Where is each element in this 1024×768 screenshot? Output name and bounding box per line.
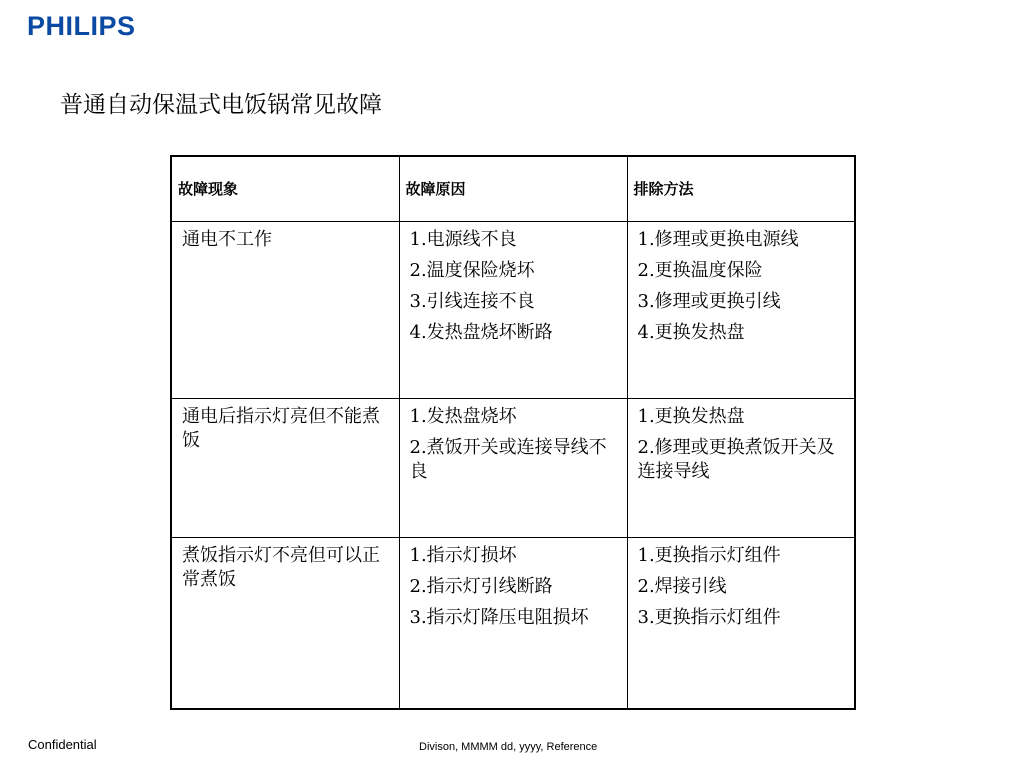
symptom-cell xyxy=(171,222,399,399)
footer-confidential: Confidential xyxy=(28,737,97,752)
remedy-item: 1.更换指示灯组件 xyxy=(637,545,781,566)
fault-table xyxy=(170,155,856,710)
remedy-item: 3.更换指示灯组件 xyxy=(637,607,781,628)
philips-logo: PHILIPS xyxy=(27,11,136,41)
remedy-item: 3.修理或更换引线 xyxy=(637,291,781,312)
table-row xyxy=(171,399,855,538)
table-header-row xyxy=(171,156,855,222)
remedy-cell xyxy=(627,538,855,710)
remedy-item: 2.焊接引线 xyxy=(637,576,727,597)
symptom-cell xyxy=(171,399,399,538)
cause-item: 2.指示灯引线断路 xyxy=(409,576,553,597)
symptom-cell xyxy=(171,538,399,710)
cause-item: 1.指示灯损坏 xyxy=(409,545,517,566)
page-title: 普通自动保温式电饭锅常见故障 xyxy=(60,92,382,118)
footer-reference: Divison, MMMM dd, yyyy, Reference xyxy=(419,741,598,753)
header-symptom: 故障现象 xyxy=(171,156,399,222)
header-cause: 故障原因 xyxy=(399,156,627,222)
cause-item: 1.发热盘烧坏 xyxy=(409,406,517,427)
remedy-cell xyxy=(627,399,855,538)
remedy-item: 1.修理或更换电源线 xyxy=(637,229,799,250)
header-remedy: 排除方法 xyxy=(627,156,855,222)
cause-item: 1.电源线不良 xyxy=(409,229,517,250)
remedy-item: 2.更换温度保险 xyxy=(637,260,763,281)
remedy-item: 4.更换发热盘 xyxy=(637,322,745,343)
cause-cell xyxy=(399,538,627,710)
remedy-item: 1.更换发热盘 xyxy=(637,406,745,427)
symptom-text: 通电不工作 xyxy=(182,229,272,250)
symptom-text: 煮饭指示灯不亮但可以正常煮饭 xyxy=(182,545,380,590)
cause-item: 2.煮饭开关或连接导线不良 xyxy=(409,437,607,482)
symptom-text: 通电后指示灯亮但不能煮饭 xyxy=(182,406,380,451)
cause-item: 3.指示灯降压电阻损坏 xyxy=(409,607,589,628)
cause-cell xyxy=(399,222,627,399)
remedy-cell xyxy=(627,222,855,399)
cause-cell xyxy=(399,399,627,538)
table-row xyxy=(171,538,855,710)
cause-item: 4.发热盘烧坏断路 xyxy=(409,322,553,343)
cause-item: 2.温度保险烧坏 xyxy=(409,260,535,281)
cause-item: 3.引线连接不良 xyxy=(409,291,535,312)
remedy-item: 2.修理或更换煮饭开关及连接导线 xyxy=(637,437,835,482)
table-row xyxy=(171,222,855,399)
